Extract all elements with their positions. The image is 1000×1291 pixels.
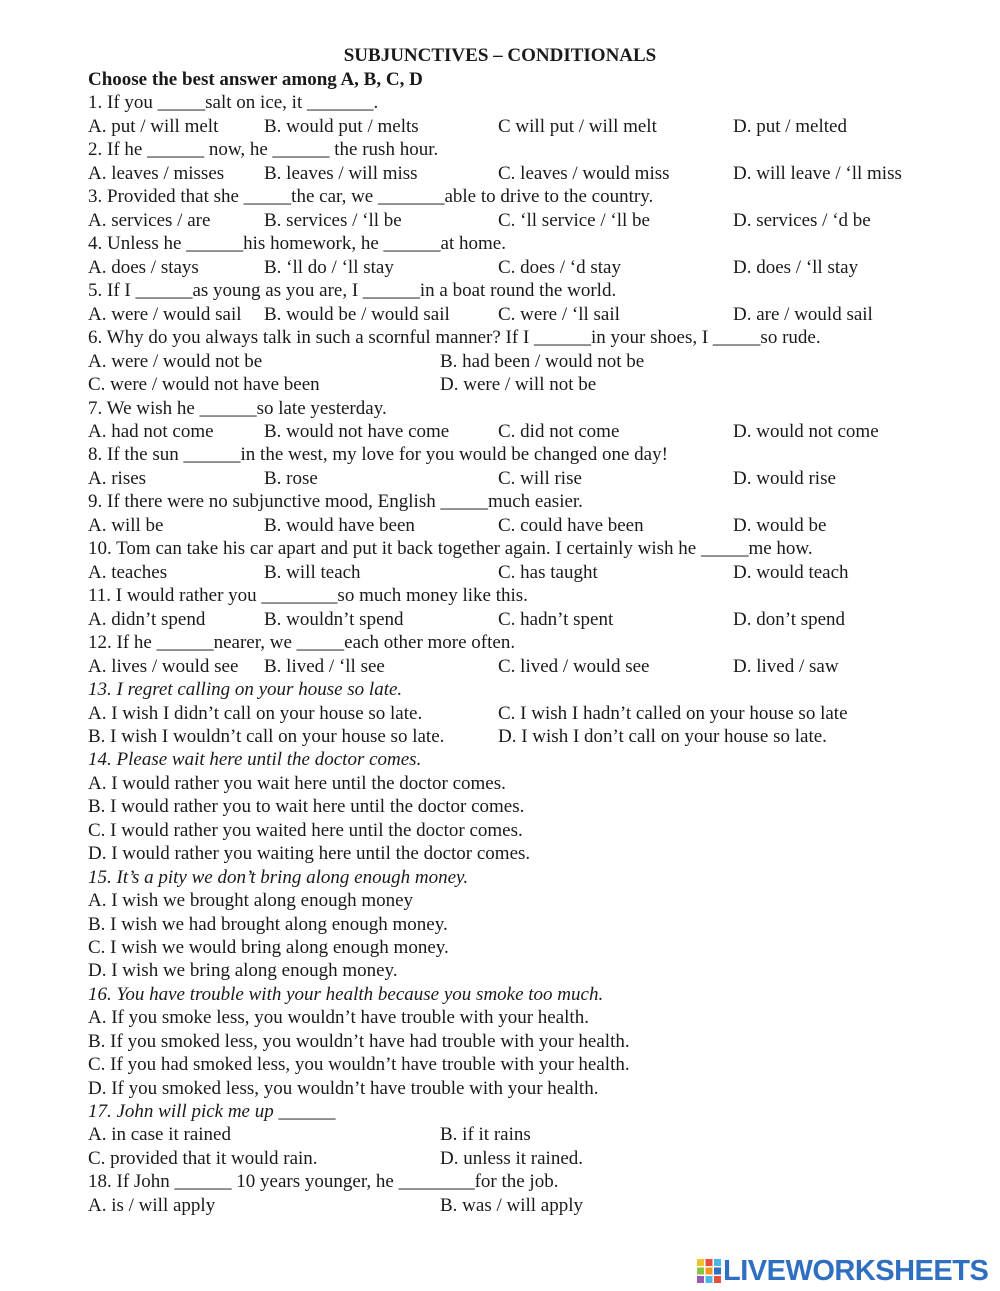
option-b[interactable]: B. ‘ll do / ‘ll stay (264, 257, 394, 278)
option-b[interactable]: B. I wish we had brought along enough money. (88, 914, 448, 935)
option-c[interactable]: C. did not come (498, 421, 620, 442)
option-c[interactable]: C. I wish we would bring along enough money. (88, 937, 449, 958)
option-b[interactable]: B. was / will apply (440, 1195, 584, 1216)
option-a[interactable]: A. will be (88, 515, 164, 536)
question-text: 1. If you _____salt on ice, it _______. (88, 92, 379, 113)
question-text: 17. John will pick me up ______ (88, 1101, 336, 1122)
question-text: 5. If I ______as young as you are, I ______in a boat round the world. (88, 280, 617, 301)
option-b[interactable]: B. would be / would sail (264, 304, 450, 325)
question-text: 2. If he ______ now, he ______ the rush hour. (88, 139, 439, 160)
option-a[interactable]: A. I would rather you wait here until the doctor comes. (88, 773, 506, 794)
option-d[interactable]: D. unless it rained. (440, 1148, 584, 1169)
option-c[interactable]: C. does / ‘d stay (498, 257, 621, 278)
option-d[interactable]: D. are / would sail (733, 304, 873, 325)
option-b[interactable]: B. if it rains (440, 1124, 531, 1145)
option-a[interactable]: A. were / would sail (88, 304, 242, 325)
option-d[interactable]: D. would not come (733, 421, 879, 442)
question-text: 9. If there were no subjunctive mood, English _____much easier. (88, 491, 583, 512)
question-text: 16. You have trouble with your health because you smoke too much. (88, 984, 604, 1005)
option-a[interactable]: A. If you smoke less, you wouldn’t have trouble with your health. (88, 1007, 589, 1028)
option-d[interactable]: D. I wish we bring along enough money. (88, 960, 398, 981)
question-text: 18. If John ______ 10 years younger, he ________for the job. (88, 1171, 559, 1192)
liveworksheets-logo (697, 1256, 997, 1286)
option-a[interactable]: A. didn’t spend (88, 609, 206, 630)
option-c[interactable]: C. I wish I hadn’t called on your house so late (498, 703, 848, 724)
question-text: 12. If he ______nearer, we _____each other more often. (88, 632, 516, 653)
instruction: Choose the best answer among A, B, C, D (88, 69, 423, 90)
question-text: 13. I regret calling on your house so late. (88, 679, 403, 700)
option-c[interactable]: C. lived / would see (498, 656, 650, 677)
option-a[interactable]: A. I wish I didn’t call on your house so late. (88, 703, 423, 724)
option-b[interactable]: B. lived / ‘ll see (264, 656, 385, 677)
option-a[interactable]: A. leaves / misses (88, 163, 225, 184)
option-d[interactable]: D. put / melted (733, 116, 847, 137)
option-a[interactable]: A. services / are (88, 210, 211, 231)
option-a[interactable]: A. put / will melt (88, 116, 219, 137)
option-c[interactable]: C. provided that it would rain. (88, 1148, 318, 1169)
option-b[interactable]: B. had been / would not be (440, 351, 645, 372)
option-c[interactable]: C. were / would not have been (88, 374, 320, 395)
option-a[interactable]: A. is / will apply (88, 1195, 216, 1216)
option-b[interactable]: B. If you smoked less, you wouldn’t have had trouble with your health. (88, 1031, 630, 1052)
option-d[interactable]: D. were / will not be (440, 374, 597, 395)
option-d[interactable]: D. does / ‘ll stay (733, 257, 859, 278)
option-b[interactable]: B. I wish I wouldn’t call on your house so late. (88, 726, 445, 747)
option-d[interactable]: D. will leave / ‘ll miss (733, 163, 902, 184)
question-text: 15. It’s a pity we don’t bring along enough money. (88, 867, 469, 888)
option-a[interactable]: A. does / stays (88, 257, 199, 278)
option-c[interactable]: C. has taught (498, 562, 598, 583)
question-text: 6. Why do you always talk in such a scornful manner? If I ______in your shoes, I _____so rude. (88, 327, 821, 348)
option-d[interactable]: D. services / ‘d be (733, 210, 871, 231)
option-d[interactable]: D. If you smoked less, you wouldn’t have trouble with your health. (88, 1078, 599, 1099)
option-a[interactable]: A. in case it rained (88, 1124, 231, 1145)
option-c[interactable]: C. If you had smoked less, you wouldn’t have trouble with your health. (88, 1054, 630, 1075)
option-c[interactable]: C. will rise (498, 468, 582, 489)
option-d[interactable]: D. I would rather you waiting here until the doctor comes. (88, 843, 531, 864)
option-c[interactable]: C will put / will melt (498, 116, 657, 137)
option-d[interactable]: D. lived / saw (733, 656, 839, 677)
option-b[interactable]: B. leaves / will miss (264, 163, 418, 184)
option-a[interactable]: A. lives / would see (88, 656, 239, 677)
option-c[interactable]: C. ‘ll service / ‘ll be (498, 210, 650, 231)
option-d[interactable]: D. I wish I don’t call on your house so late. (498, 726, 827, 747)
option-b[interactable]: B. will teach (264, 562, 361, 583)
option-d[interactable]: D. would be (733, 515, 827, 536)
logo-text: LIVEWORKSHEETS (723, 1255, 989, 1287)
option-b[interactable]: B. rose (264, 468, 318, 489)
page-title: SUBJUNCTIVES – CONDITIONALS (343, 45, 657, 66)
liveworksheets-logo-icon (697, 1259, 721, 1283)
option-c[interactable]: C. were / ‘ll sail (498, 304, 620, 325)
option-c[interactable]: C. leaves / would miss (498, 163, 670, 184)
option-a[interactable]: A. were / would not be (88, 351, 263, 372)
question-text: 8. If the sun ______in the west, my love for you would be changed one day! (88, 444, 668, 465)
option-a[interactable]: A. teaches (88, 562, 168, 583)
question-text: 10. Tom can take his car apart and put it back together again. I certainly wish he _____me how. (88, 538, 813, 559)
question-text: 7. We wish he ______so late yesterday. (88, 398, 387, 419)
option-a[interactable]: A. rises (88, 468, 147, 489)
option-c[interactable]: C. I would rather you waited here until the doctor comes. (88, 820, 523, 841)
option-b[interactable]: B. would put / melts (264, 116, 419, 137)
question-text: 14. Please wait here until the doctor comes. (88, 749, 422, 770)
option-b[interactable]: B. services / ‘ll be (264, 210, 402, 231)
question-text: 3. Provided that she _____the car, we _______able to drive to the country. (88, 186, 654, 207)
option-a[interactable]: A. had not come (88, 421, 214, 442)
option-b[interactable]: B. would have been (264, 515, 415, 536)
option-b[interactable]: B. wouldn’t spend (264, 609, 404, 630)
question-text: 11. I would rather you ________so much money like this. (88, 585, 528, 606)
option-d[interactable]: D. would teach (733, 562, 849, 583)
question-text: 4. Unless he ______his homework, he ______at home. (88, 233, 506, 254)
option-b[interactable]: B. would not have come (264, 421, 450, 442)
option-c[interactable]: C. could have been (498, 515, 644, 536)
option-b[interactable]: B. I would rather you to wait here until the doctor comes. (88, 796, 525, 817)
option-d[interactable]: D. would rise (733, 468, 836, 489)
option-c[interactable]: C. hadn’t spent (498, 609, 614, 630)
option-d[interactable]: D. don’t spend (733, 609, 846, 630)
option-a[interactable]: A. I wish we brought along enough money (88, 890, 414, 911)
